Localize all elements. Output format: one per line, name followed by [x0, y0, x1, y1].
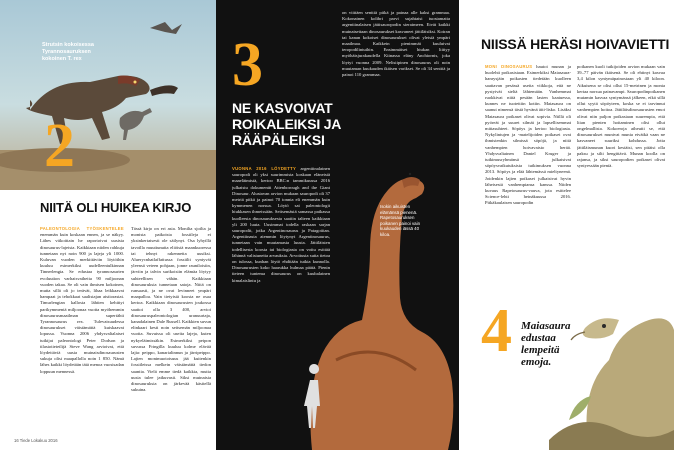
- page-left: [0, 0, 216, 450]
- section-number: 3: [232, 31, 263, 99]
- body-text: argentiinalainen sauropodi oli yksi suurimmista koskaan eläneistä maaeläimistä, kertoo BBC:n tammikuussa 2016 julkaistu dokumentti Attenborough and the Giant Dinosaur. Alustavan arvion mukaan sauropodi oli 37 metriä pitkä ja painoi 70 tonnia eli enemmän kuin kymmenen norsua. Löytö sai paleontologit hiukkasen ihmeissään. Seitsemästä samassa paikassa kuolleesta dinosauruksesta saatiin talteen kaikkiaan yli 200 luuta. Uusimmat todella raskaan sarjan sauropodit, jotka Argentinosaurus ja Patagotitan. Argentiinasta aiemmin löytynyt Argentinosaurus, tunnetaan vain muutamasta luusta. Jättiläisten todellisesta koosta tai biologiasta on voitu esittää lähinnä valistuneita arvauksia. Arvoitusta sutta tietoa on tulossa, kunhan löytö ehditään tutkia kunnolla. Dinosaurusten koko haarukka hulmaa päätä. Pienin tieteen tuntema dinosaurus on kuubalainen kimalaislintu ja: [232, 166, 330, 283]
- body-column-2: Tässä kirjo on eri asia. Monilta sjoilta ja monista paikoista fossiileja ei yksinkertaisesti ole säilynyt. Osa lyhyillä tavoilla muuttunutta eliöistä maankuoressa tai tehnyt rakennetta uusiksi. Aluerycnhatlaffattussa fossiilit syntyvät yleensä veteen pohjaan, jonne rauniloisiin, järviin ja talvin surikoisiin elämäa löytyy suhteellisen vähän. Kaikkiaan dinosauruksia tunnetaan satoja. Niitä on runsaasti, ja ne ovat levinneet ympäri maapalloa. Vain tietyistä koosta ne osaa kertoa. Kaikkiaan dinosaurusten joukossa saattoi olla 3 400, arvioi dinosauruspaleontologian uranuurtaja, kanadalainen Dale Russell. Kaikkien suvun elinkaari kesti noin seitsemän miljoonaa vuotta. Suvuissa oli useita lajeja, kuten nykyeläimissäkin. Esimerkiksi peipon suvussa Fringilla kuuluu kolme elävää lajia: peippo, kanarialinnun ja järripeippo. Lajien monimuotoisuus jää kuitenkin fossiileissa melkein väistämättä tiedon saantia. Vielä emme tiedä kaikkia, mutta uusia tulee jatkuvasti. Siksi muinaisia dinosauruksia on järkevää käsitellä sukuina.: [131, 226, 211, 393]
- body-column-2: on viittäen senttiä pitkä ja painaa alle kaksi grammaa. Kokonainen kolibri parvi sujahtaisi tuostamatta argentiinalaisen jättisauropodin sieraimeen. Eivät kaikki muinaisettaan dinosaurukset kasvaneet jättiläisiksi. Koiran tai kanan kokoiset dinosaurukset olivat yleisiä ympäri maailmaa. Kaikkein pienimmät kuuluivat teropodilintuihin. Ensimmäiset hiukan liittyy myöhäisjurakaudella Kiinassa eläny Anchiornis, joka löytyi vuonna 2009. Nelisiipinen dinosaurus oli noin muutaman kuukauden ikäisen varikset. Se oli 34 senttiä ja painoi 110 grammaa.: [342, 10, 450, 78]
- body-text: enemmän kuin koskaan ennen, ja se näkyy. Lähes viikoittain he raportoivat uusista dinosaurus-lajeista. Kaikkiaan niiden rahkuja tunnetaan nyt noin 900 ja lajeja yli 1000. Kuluvan vuoden merkittäviin löytöihin kuuluu esimerkiksi uudelleentulkinnan Tinnerlengia. Se edustaa tyrannosaurien evoluution varhaisvaiheita 90 miljoonan vuoden takaa. Se oli vain ihmisen kokoinen, mutta sillä oli jo terävät, lihaa leikkaavat hampaat ja tehokkaat saalistajan aistiorastat. Timurlengian kallosta lähtien kehittyi parikymmentä miljoonaa vuotta myöhemmin dinosaurusmaailman supertähti Tyrannosaurus rex. Tulevaisuudessa dinosaurukset väistämättä kuiskaavat lopussa. Vuonna 2006 yhdysvaltalaiset tutkijat paleontologi Peter Dodson ja tilastotieteilijä Steve Wang arvioivat, että löydettäviä uusia muinaisdinosaurusten sukuja olisi maapallolla noin 1 850. Nämä lähes kaikki löydetään tätä menoa vuosisadan loppuun mennessä.: [40, 232, 124, 374]
- page-right: [459, 0, 674, 450]
- body-column-1: [232, 166, 330, 412]
- image-caption: Isokin aikuisten elämänsä pienenä. Rapetosauruksen poikanen painoi vain kuukauden iässä 40 kiloa.: [380, 204, 421, 237]
- kicker: VUONNA 2016 LÖYDETTY: [232, 166, 301, 171]
- page-footer: 16 Tiede Lokakuu 2016: [14, 438, 58, 443]
- caption-text: Maiasaura edustaa lempeitä emoja.: [521, 320, 571, 368]
- dinosaur-scene-image: [0, 0, 216, 190]
- section-number: 2: [44, 112, 75, 180]
- photo-caption: Strutsin kokoisessa Tyrannosauruksen kokoinen T. rex: [42, 42, 94, 62]
- tyrannosaur-illustration: [0, 0, 216, 190]
- body-text: hautoi munan ja huolehti poikasistaan. Esimerkiksi Maiasaura-hanrysjäin poikasten tiedetään kuolleen saattavan pesässä useita viikkoja, että ne pystyivät sieltä lähtemään. Vanhemmat ruokkivat niitä pesään lasten kaatuessa, kunnes ne tuotettiin kotiin. Maiasaura on saanut nimensä tästä hyvänä äiti-lisko. Lisäksi Maiasaura poikaset olivat sopivia. Niillä oli pyöreät ja suuret silmät ja lapsellisemmat mittasuhteet. Söpöys ja kertoo biologiasta. Nykylintujen ja -matelijoiden poikaset ovat ihmistenkin silmissä söpöjä, ja niitä vanhempien hoivavaisto herää. Yhdysvaltainen Daniel Kruger ja tutkimusryhmänsä julkaisivat söpöysvaikutuksista tutkimuksen vuonna 2013. Söpöys ja elää lähtemässä mieltyneenä. Joidenkin lajien poikaset julkaisivat hyvin läheisestä vanhempiansa kanssa. Niiden kuvaus Rapetosaurus-vauva, jota esittelee Science-lehti heinäkuussa 2016. Pitkäkaulaisen sauropodin: [485, 64, 571, 206]
- body-column-1: [485, 64, 571, 270]
- page-middle: [216, 0, 459, 450]
- section-headline: NIISSÄ HERÄSI HOIVAVIETTI: [481, 36, 670, 52]
- section-caption: [521, 320, 591, 368]
- section-headline: NE KASVOIVAT ROIKALEIKSI JA RÄÄPÄLEIKSI: [232, 100, 341, 148]
- section-number: 4: [481, 297, 512, 365]
- kicker: MONI DINOSAURUS: [485, 64, 537, 69]
- kicker: PALEONTOLOGIA TYÖSKENTELEE: [40, 226, 124, 231]
- body-column-1: [40, 226, 124, 438]
- section-headline: NIITÄ OLI HUIKEA KIRJO: [40, 200, 192, 215]
- body-column-2: poikanen kuoli tutkijoiden arvion mukaan vain 39–77 päivän ikäisenä. Se oli ehtinyt kasvaa 3,4 kilon syntymäpainostaan yli 40 kiloon. Aikuisena se olisi ollut 15-metrinen ja monta kertaa norsua painavampi. Sauropodinpoikanen mutamin kasvaa syntymänsä jälkeen, eikä sillä ollut syytä söpöyteen, koska se ei tarvinnut vanhempien hoitoa. Jättiläisdinosaurusten emot olivat niin paljon poikasiaan suurempia, että liian pienten hoitaminen olisi ollut ongelmallista. Kokoeroja aiheutti se, että dinosaurukset munivat munia eivätkä vaan ne kasvaneet suuriksi kohdussa. Jotta jättiläismunan kuori kestäisi, sen pitäisi olla paksu ja silti hengittävä. Munan koolla on rajansa, ja siksi sauropodien poikaset olivat syntyessään pieniä.: [577, 64, 665, 169]
